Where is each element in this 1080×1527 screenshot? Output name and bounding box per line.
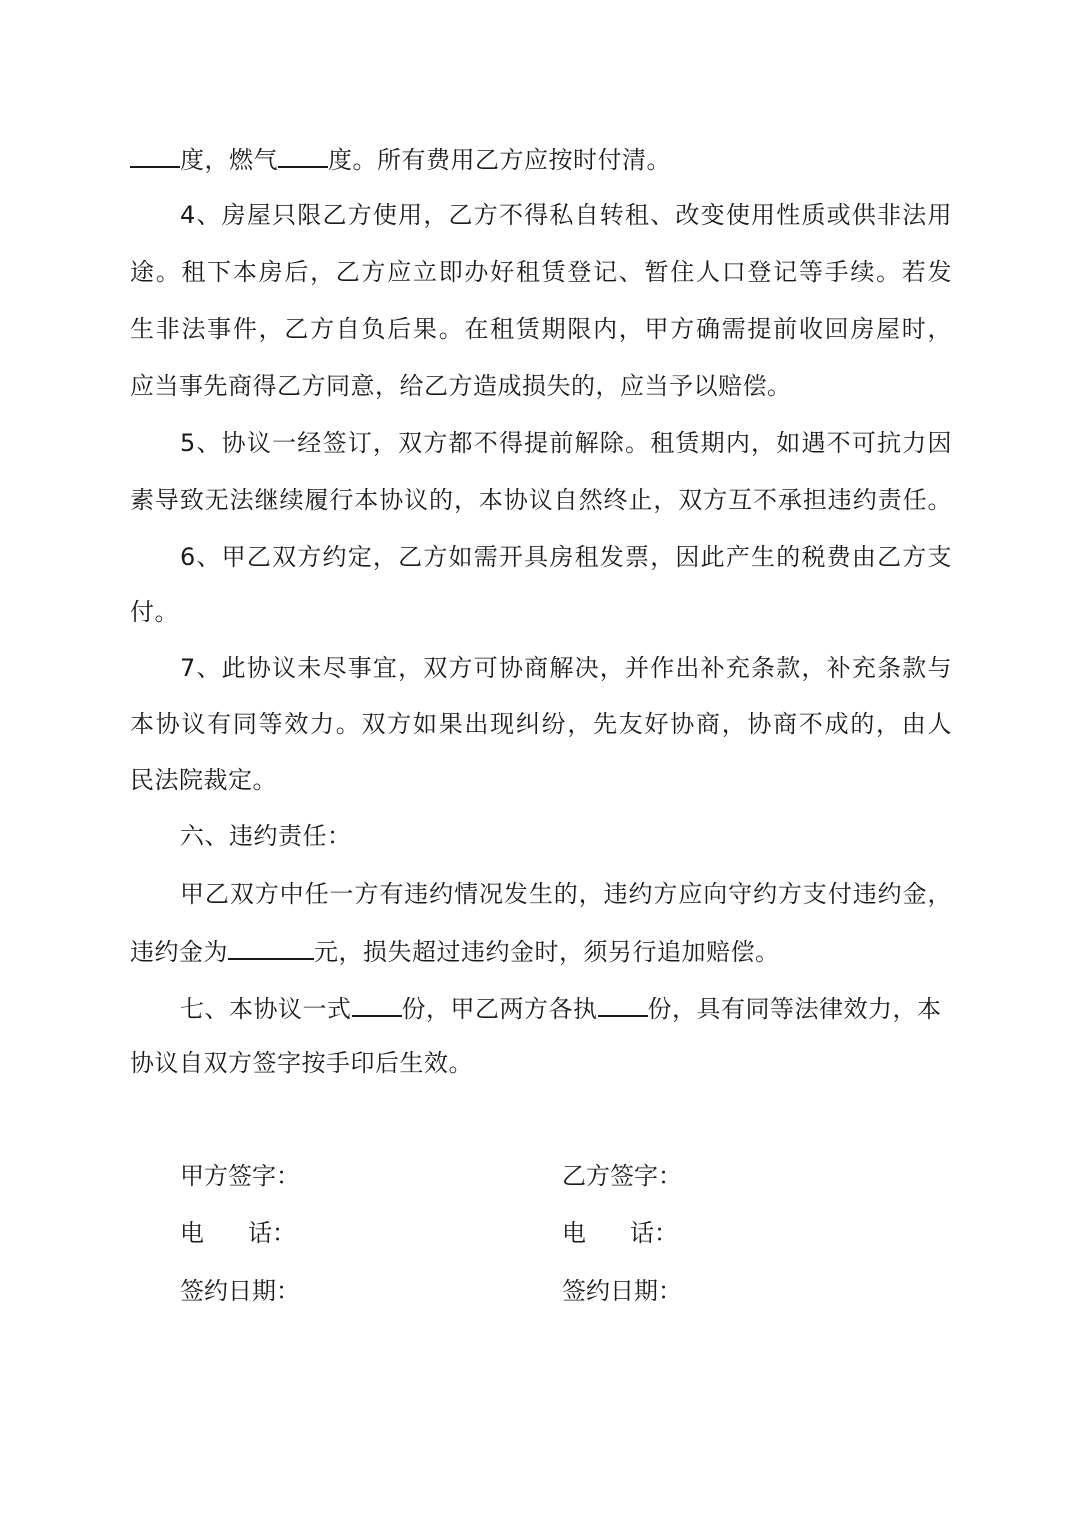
- utility-fees-line: 度，燃气 度。所有费用乙方应按时付清。: [130, 140, 952, 176]
- section-6-line-1: 甲乙双方中任一方有违约情况发生的，违约方应向守约方支付违约金，: [180, 880, 952, 908]
- clause-4-line-3: 生非法事件，乙方自负后果。在租赁期限内，甲方确需提前收回房屋时，: [130, 315, 952, 343]
- clause-7-line-3: 民法院裁定。: [130, 766, 277, 794]
- electricity-blank: [130, 140, 180, 168]
- party-b-date-label: 签约日期：: [562, 1277, 682, 1305]
- clause-5-line-2: 素导致无法继续履行本协议的，本协议自然终止，双方互不承担违约责任。: [130, 486, 952, 514]
- clause-4-line-4: 应当事先商得乙方同意，给乙方造成损失的，应当予以赔偿。: [130, 372, 792, 400]
- section-6-title: 六、违约责任：: [180, 822, 352, 850]
- clause-4-line-2: 途。租下本房后，乙方应立即办好租赁登记、暂住人口登记等手续。若发: [130, 258, 952, 286]
- section-6-line-2: 违约金为 元，损失超过违约金时，须另行追加赔偿。: [130, 932, 952, 968]
- party-a-phone-label: 电 话：: [180, 1219, 296, 1247]
- copies-each-blank: [598, 989, 648, 1017]
- clause-5-line-1: 5、协议一经签订，双方都不得提前解除。租赁期内，如遇不可抗力因: [180, 429, 952, 457]
- party-b-phone-label: 电 话：: [562, 1219, 678, 1247]
- clause-6-line-2: 付。: [130, 598, 179, 626]
- clause-7-line-2: 本协议有同等效力。双方如果出现纠纷，先友好协商，协商不成的，由人: [130, 710, 952, 738]
- clause-7-line-1: 7、此协议未尽事宜，双方可协商解决，并作出补充条款，补充条款与: [180, 654, 952, 682]
- copies-total-blank: [352, 989, 402, 1017]
- clause-4-line-1: 4、房屋只限乙方使用，乙方不得私自转租、改变使用性质或供非法用: [180, 201, 952, 229]
- section-7-line-2: 协议自双方签字按手印后生效。: [130, 1049, 473, 1077]
- section-7-line-1: 七、本协议一式 份，甲乙两方各执 份，具有同等法律效力，本: [180, 989, 952, 1025]
- clause-6-line-1: 6、甲乙双方约定，乙方如需开具房租发票，因此产生的税费由乙方支: [180, 543, 952, 571]
- party-b-signature-label: 乙方签字：: [562, 1162, 682, 1190]
- party-a-signature-label: 甲方签字：: [180, 1162, 300, 1190]
- gas-blank: [278, 140, 328, 168]
- penalty-amount-blank: [228, 932, 314, 960]
- party-a-date-label: 签约日期：: [180, 1277, 300, 1305]
